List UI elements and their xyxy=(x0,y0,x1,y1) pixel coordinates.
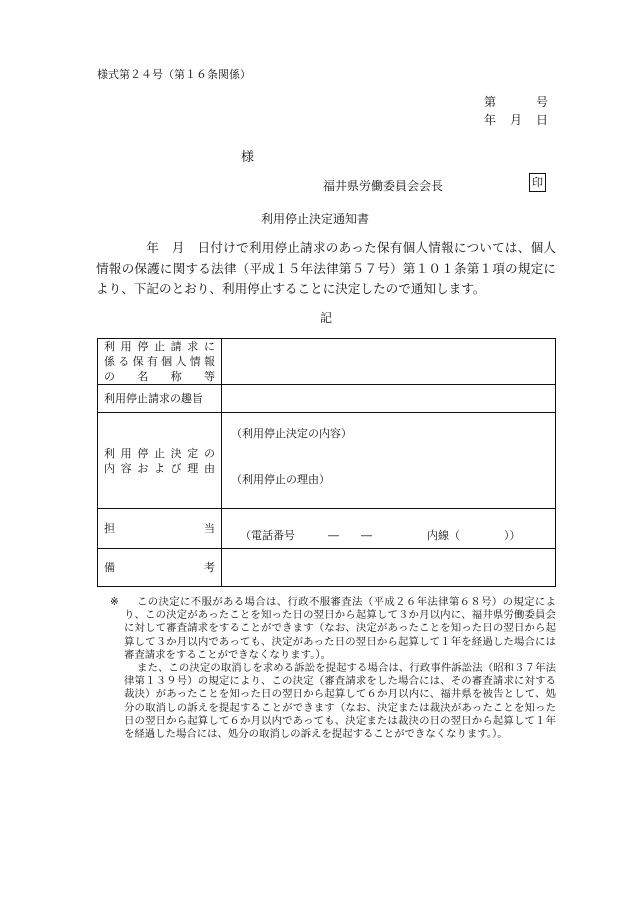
body-paragraph xyxy=(96,238,556,300)
document-number-line xyxy=(484,93,548,110)
table-row xyxy=(98,509,556,549)
date-year: 年 xyxy=(484,113,497,127)
table-row xyxy=(98,413,556,509)
row5-value xyxy=(222,549,556,587)
row3-value xyxy=(222,413,556,509)
row1-value xyxy=(222,339,556,385)
table-row xyxy=(98,549,556,587)
decision-reason-label: （利用停止の理由） xyxy=(231,473,330,486)
table-row xyxy=(98,339,556,385)
body-text: 年 月 日付けで利用停止請求のあった保有個人情報については、個人情報の保護に関する法律（平成１５年法律第５７号）第１０１条第１項の規定により、下記のとおり、利用停止することに決定したので通知します。 xyxy=(96,240,556,296)
row2-label: 利用停止請求の趣旨 xyxy=(98,385,222,413)
note-paragraph-2: また、この決定の取消しを求める訴訟を提起する場合は、行政事件訴訟法（昭和３７年法律第１３９号）の規定により、この決定（審査請求をした場合には、その審査請求に対する裁決）があったことを知った日の翌日から起算して６か月以内に、福井県を被告として、処分の取消しの訴えを提起することができます（なお、決定または裁決があったことを知った日の翌日から起算して６か月以内であっても、決定または裁決の日の翌日から起算して１年を経過した場合には、処分の取消しの訴えを提起することができなくなります。）。 xyxy=(124,662,556,741)
note-mark: ※ xyxy=(110,596,119,608)
row2-value xyxy=(222,385,556,413)
contact-phone: （電話番号 ― ― 内線（ ）） xyxy=(240,529,521,542)
row4-label: 担 当 xyxy=(98,509,222,549)
date-month: 月 xyxy=(510,113,523,127)
row5-label: 備 考 xyxy=(98,549,222,587)
addressee-suffix: 様 xyxy=(241,150,255,165)
row1-label-line3: の 名 称 等 xyxy=(104,370,215,383)
row4-value xyxy=(222,509,556,549)
ki-heading: 記 xyxy=(319,311,332,325)
sender-name: 福井県労働委員会会長 xyxy=(323,179,444,193)
document-title: 利用停止決定通知書 xyxy=(260,212,369,226)
decision-content-label: （利用停止決定の内容） xyxy=(231,427,352,440)
date-day: 日 xyxy=(536,113,549,127)
seal-box: 印 xyxy=(529,173,546,192)
table-row xyxy=(98,385,556,413)
date-line xyxy=(484,111,548,128)
notes-section xyxy=(112,596,556,741)
row1-label xyxy=(98,339,222,385)
decision-table xyxy=(97,338,556,587)
note-paragraph-1: この決定に不服がある場合は、行政不服審査法（平成２６年法律第６８号）の規定により、この決定があったことを知った日の翌日から起算して３か月以内に、福井県労働委員会に対して審査請求をすることができます（なお、決定があったことを知った日の翌日から起算して３か月以内であっても、決定があった日の翌日から起算して１年を経過した場合には審査請求をすることができなくなります。）。 xyxy=(124,596,556,661)
row3-label-line2: 内 容 お よ び 理 由 xyxy=(104,461,215,475)
row1-label-line1: 利 用 停 止 請 求 に xyxy=(104,340,215,353)
form-number: 様式第２４号（第１６条関係） xyxy=(97,68,251,81)
row1-label-line2: 係 る 保 有 個 人 情 報 xyxy=(104,355,215,368)
number-go: 号 xyxy=(536,95,549,109)
row3-label xyxy=(98,413,222,509)
number-dai: 第 xyxy=(484,95,497,109)
row3-label-line1: 利 用 停 止 決 定 の xyxy=(104,446,215,460)
